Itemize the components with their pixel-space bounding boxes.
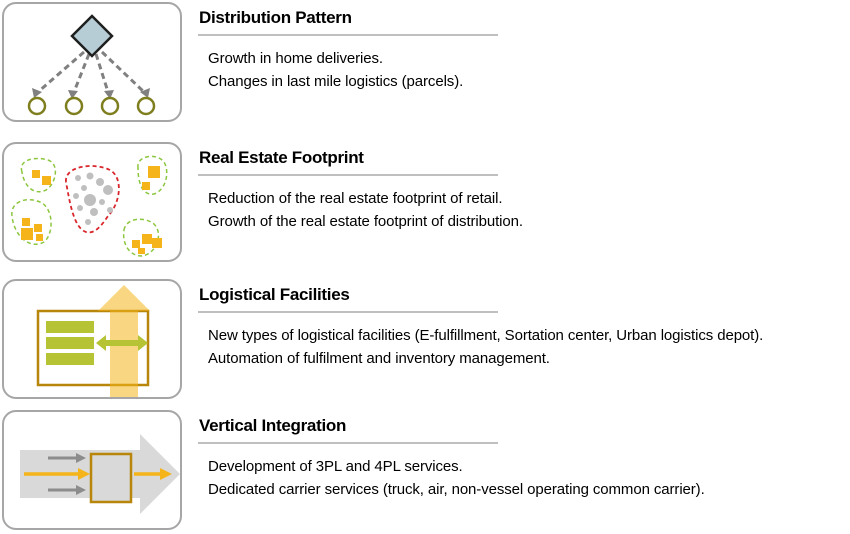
section-text: Automation of fulfilment and inventory management. <box>208 350 550 367</box>
divider <box>198 311 498 313</box>
section-text: Dedicated carrier services (truck, air, non-vessel operating common carrier). <box>208 481 705 498</box>
section-text: Development of 3PL and 4PL services. <box>208 458 463 475</box>
section-distribution-pattern <box>0 0 850 126</box>
section-title: Distribution Pattern <box>199 8 352 27</box>
section-title: Real Estate Footprint <box>199 148 364 167</box>
section-text: Growth of the real estate footprint of distribution. <box>208 213 523 230</box>
distribution-network-icon <box>2 2 182 122</box>
logistics-facility-icon <box>2 279 182 399</box>
section-title: Vertical Integration <box>199 416 347 435</box>
section-text: New types of logistical facilities (E-fulfillment, Sortation center, Urban logistics depot). <box>208 327 764 344</box>
section-logistical-facilities <box>0 277 850 403</box>
divider <box>198 174 498 176</box>
divider <box>198 442 498 444</box>
vertical-integration-icon <box>2 410 182 530</box>
section-text: Growth in home deliveries. <box>208 50 383 67</box>
section-text: Changes in last mile logistics (parcels). <box>208 73 464 90</box>
section-real-estate-footprint <box>0 140 850 266</box>
section-text: Reduction of the real estate footprint of retail. <box>208 190 503 207</box>
real-estate-clusters-icon <box>2 142 182 262</box>
section-title: Logistical Facilities <box>199 285 350 304</box>
section-vertical-integration <box>0 408 850 534</box>
divider <box>198 34 498 36</box>
